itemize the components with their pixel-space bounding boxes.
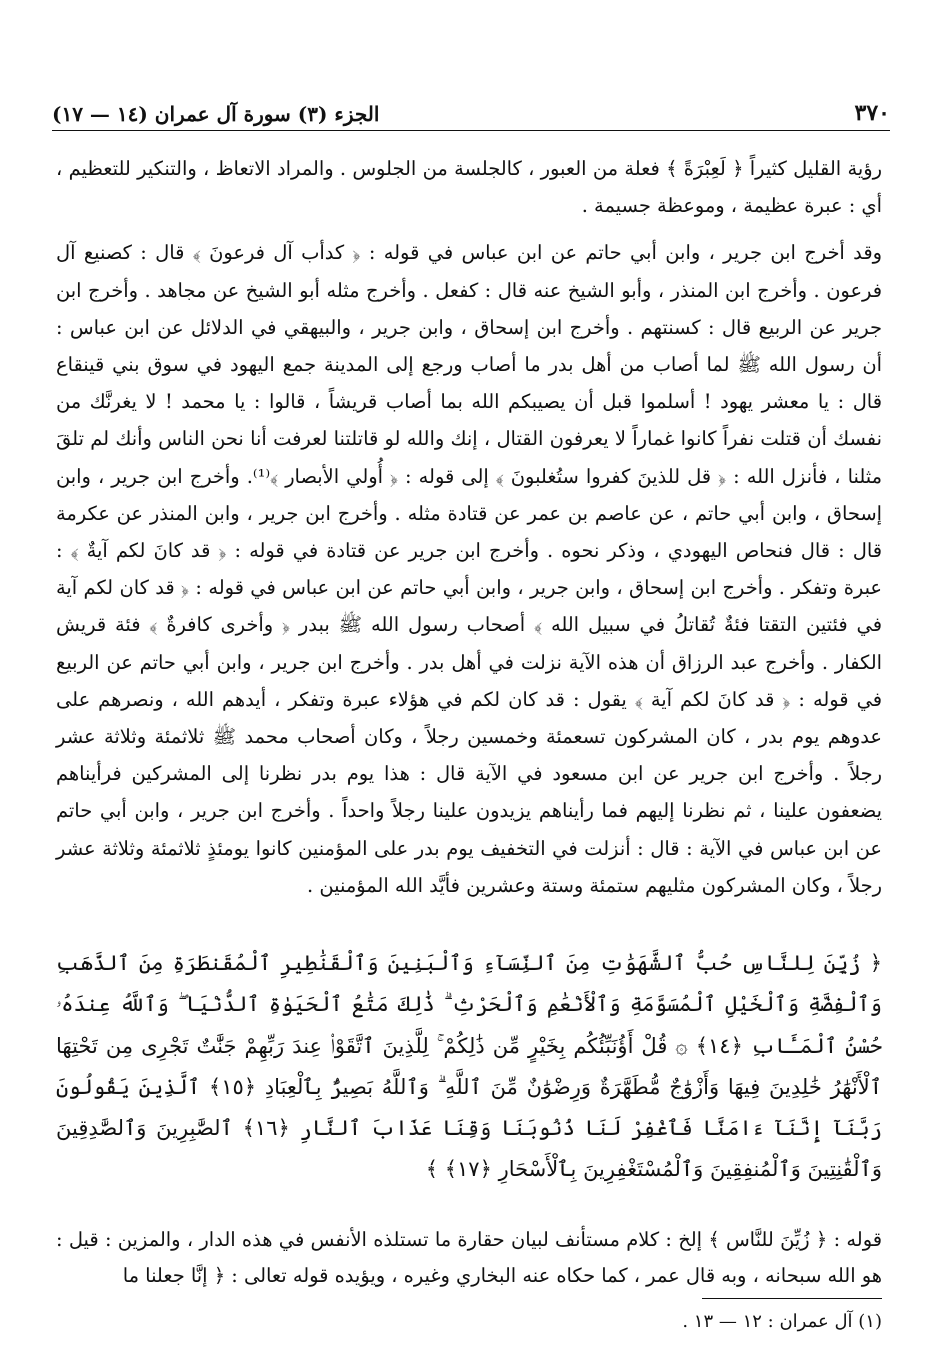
footnote-divider xyxy=(702,1298,882,1299)
page-header xyxy=(52,92,890,126)
quran-verses: ﴿ زُيِّنَ لِلنَّاسِ حُبُّ ٱلشَّهَوَٰتِ مِنَ ٱلنِّسَآءِ وَٱلْبَنِينَ وَٱلْقَنَٰطِيرِ ٱلْمُقَنطَرَةِ مِنَ ٱلذَّهَبِ وَٱلْفِضَّةِ وَٱلْخَيْلِ ٱلْمُسَوَّمَةِ وَٱلْأَنْعَٰمِ وَٱلْحَرْثِ ۗ ذَٰلِكَ مَتَٰعُ ٱلْحَيَوٰةِ ٱلدُّنْيَا ۖ وَٱللَّهُ عِندَهُۥ حُسْنُ ٱلْمَـَٔابِ ﴿١٤﴾ ۞ قُلْ أَؤُنَبِّئُكُم بِخَيْرٍ مِّن ذَٰلِكُمْ ۚ لِلَّذِينَ ٱتَّقَوْا۟ عِندَ رَبِّهِمْ جَنَّٰتٌ تَجْرِى مِن تَحْتِهَا ٱلْأَنْهَٰرُ خَٰلِدِينَ فِيهَا وَأَزْوَٰجٌ مُّطَهَّرَةٌ وَرِضْوَٰنٌ مِّنَ ٱللَّهِ ۗ وَٱللَّهُ بَصِيرٌۢ بِٱلْعِبَادِ ﴿١٥﴾ ٱلَّذِينَ يَقُولُونَ رَبَّنَآ إِنَّنَآ ءَامَنَّا فَٱغْفِرْ لَنَا ذُنُوبَنَا وَقِنَا عَذَابَ ٱلنَّارِ ﴿١٦﴾ ٱلصَّٰبِرِينَ وَٱلصَّٰدِقِينَ وَٱلْقَٰنِتِينَ وَٱلْمُنفِقِينَ وَٱلْمُسْتَغْفِرِينَ بِٱلْأَسْحَارِ ﴿١٧﴾ ﴾ xyxy=(56,951,883,1182)
paragraph: رؤية القليل كثيراً ﴿ لَعِبْرَةً ﴾ فعلة من العبور ، كالجلسة من الجلوس . والمراد الاتعاظ ، والتنكير للتعظيم ، أي : عبرة عظيمة ، وموعظة جسيمة . xyxy=(56,157,882,218)
paragraph: وقد أخرج ابن جرير ، وابن أبي حاتم عن ابن عباس في قوله : ﴿ كدأب آل فرعونَ ﴾ قال : كصنيع آل فرعون . وأخرج ابن المنذر ، وأبو الشيخ عنه قال : كفعل . وأخرج مثله أبو الشيخ عن مجاهد . وأخرج ابن جرير عن الربيع قال : كسنتهم . وأخرج ابن إسحاق ، وابن جرير ، والبيهقي في الدلائل عن ابن عباس : أن رسول الله ﷺ لما أصاب من أهل بدر ما أصاب ورجع إلى المدينة جمع اليهود في سوق بني قينقاع قال : يا معشر يهود ! أسلموا قبل أن يصيبكم الله بما أصاب قريشاً ، قالوا : يا محمد ! لا يغرنَّك من نفسك أن قتلت نفراً كانوا غماراً لا يعرفون القتال ، إنك والله لو قاتلتنا لعرفت أنا نحن الناس وأنك لم تلقَ مثلنا ، فأنزل الله : ﴿ قل للذينَ كفروا ستُغلبونَ ﴾ إلى قوله : ﴿ أُولي الأبصار ﴾⁽¹⁾. وأخرج ابن جرير ، وابن إسحاق ، وابن أبي حاتم ، عن عاصم بن عمر عن قتادة مثله . وأخرج ابن جرير ، وابن المنذر عن عكرمة قال : قال فنحاص اليهودي ، وذكر نحوه . وأخرج ابن جرير عن قتادة في قوله : ﴿ قد كانَ لكم آيةٌ ﴾ : عبرة وتفكر . وأخرج ابن إسحاق ، وابن جرير ، وابن أبي حاتم عن ابن عباس في قوله : ﴿ قد كان لكم آية في فئتين التقتا فئةٌ تُقاتلُ في سبيل الله ﴾ أصحاب رسول الله ﷺ ببدر ﴿ وأخرى كافرةٌ ﴾ فئة قريش الكفار . وأخرج عبد الرزاق أن هذه الآية نزلت في أهل بدر . وأخرج ابن جرير ، وابن أبي حاتم عن الربيع في قوله : ﴿ قد كانَ لكم آية ﴾ يقول : قد كان لكم في هؤلاء عبرة وتفكر ، أيدهم الله ، ونصرهم على عدوهم يوم بدر ، كان المشركون تسعمئة وخمسين رجلاً ، وكان أصحاب محمد ﷺ ثلاثمئة وثلاثة عشر رجلاً . وأخرج ابن جرير عن ابن مسعود في الآية قال : هذا يوم بدر نظرنا إلى المشركين فرأيناهم يضعفون علينا ، ثم نظرنا إليهم فما رأيناهم يزيدون علينا رجلاً واحداً . وأخرج ابن جرير ، وابن أبي حاتم عن ابن عباس في الآية : قال : أنزلت في التخفيف يوم بدر على المؤمنين كانوا يومئذٍ ثلاثمئة وثلاثة عشر رجلاً ، وكان المشركون مثليهم ستمئة وستة وعشرين فأيَّد الله المؤمنين . xyxy=(56,241,882,897)
footnote: (١) آل عمران : ١٢ — ١٣ . xyxy=(682,1311,882,1332)
page-number: ٣٧٠ xyxy=(854,100,890,126)
commentary-text: قوله : ﴿ زُيِّنَ للنَّاس ﴾ إلخ : كلام مستأنف لبيان حقارة ما تستلذه الأنفس في هذه الدار ، والمزين : قيل : هو الله سبحانه ، وبه قال عمر ، كما حكاه عنه البخاري وغيره ، ويؤيده قوله تعالى : ﴿ إنَّا جعلنا ما xyxy=(56,1228,882,1287)
header-divider xyxy=(52,130,890,131)
main-text xyxy=(56,150,882,914)
running-title: الجزء (٣) سورة آل عمران (١٤ — ١٧) xyxy=(52,102,380,126)
